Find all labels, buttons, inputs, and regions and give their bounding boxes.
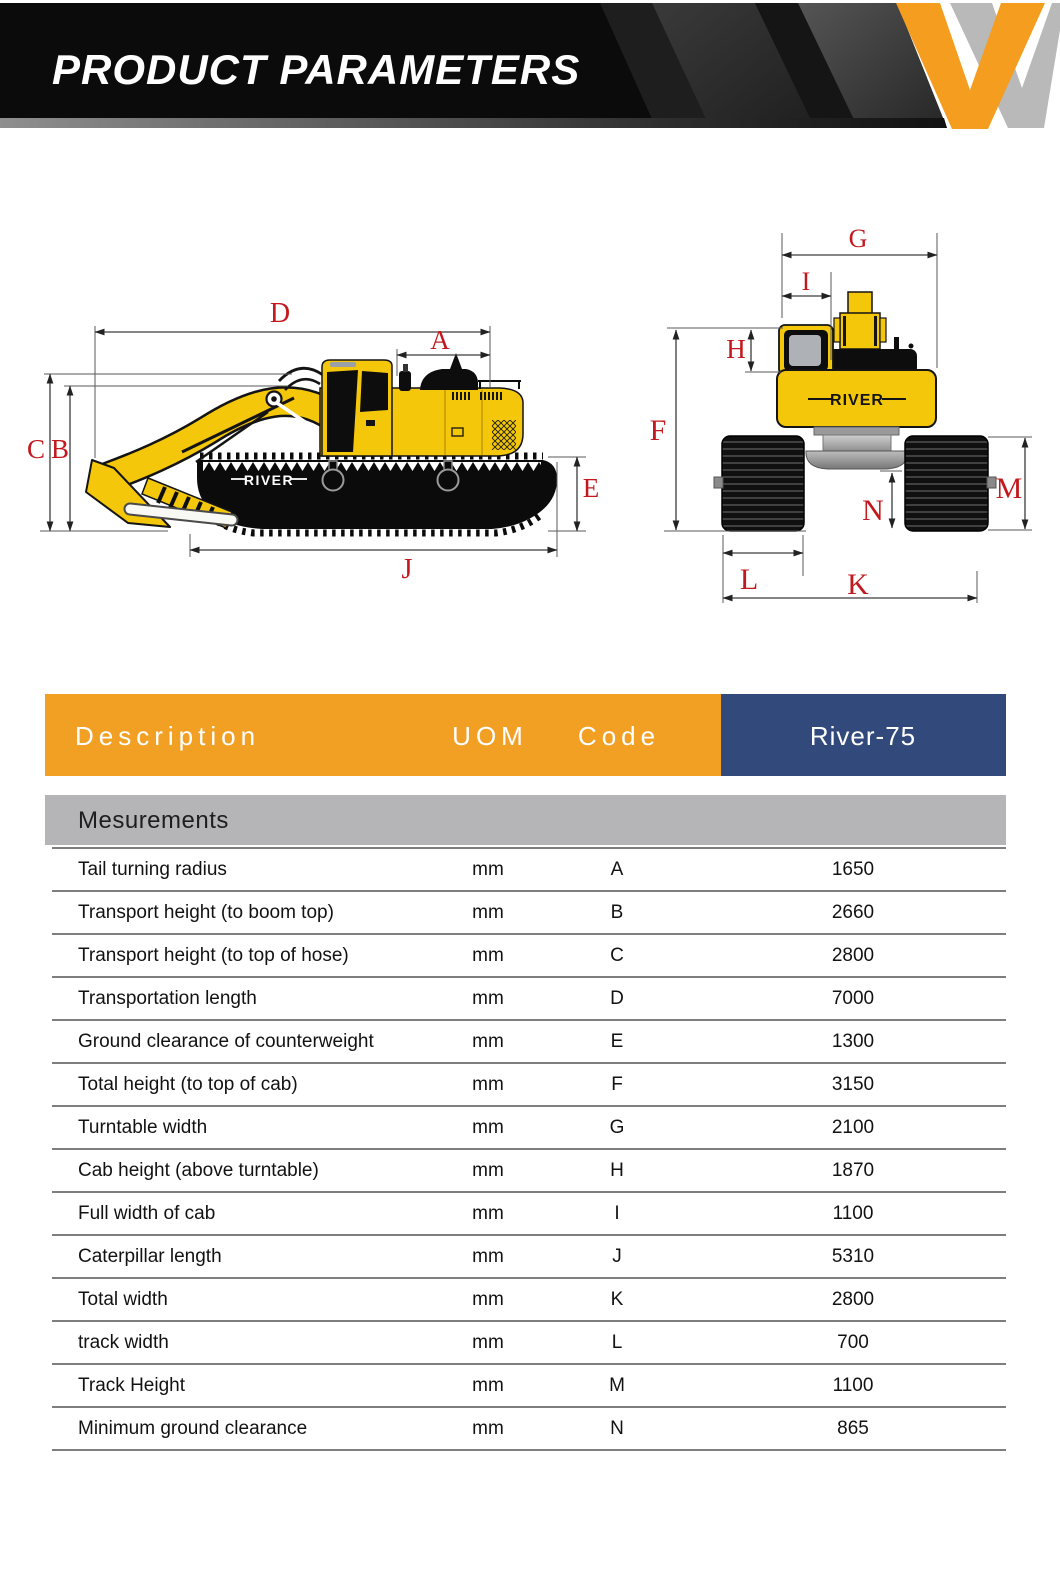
row-description: Transport height (to boom top) [78, 902, 334, 923]
dim-label-b: B [50, 434, 70, 464]
row-code: K [610, 1289, 624, 1310]
row-uom: mm [472, 1074, 504, 1095]
pontoon-sawtooth [203, 461, 541, 472]
row-code: L [611, 1332, 623, 1353]
page-title: PRODUCT PARAMETERS [52, 46, 581, 93]
right-pontoon [905, 436, 988, 531]
dim-label-i: I [801, 267, 811, 296]
door-handle [366, 420, 375, 426]
column-header-description: Description [75, 721, 261, 751]
table-row [52, 1021, 1006, 1064]
dim-label-h: H [726, 334, 746, 364]
axle-stub [714, 477, 723, 488]
excavator-diagrams [0, 150, 1060, 620]
row-value: 700 [837, 1332, 869, 1353]
row-value: 5310 [831, 1246, 875, 1267]
row-code: C [610, 945, 624, 966]
side-logo: RIVER [243, 472, 295, 488]
row-uom: mm [472, 859, 504, 880]
row-value: 865 [837, 1418, 869, 1439]
row-description: Ground clearance of counterweight [78, 1031, 374, 1052]
dim-label-d: D [269, 298, 291, 329]
table-header-model [721, 694, 1006, 776]
engine-cover [420, 369, 478, 390]
row-code: G [609, 1117, 625, 1138]
table-header-left [45, 694, 721, 776]
banner-bottom-strip [0, 118, 947, 128]
counterweight-mesh [492, 420, 516, 450]
boom-pivot-pin [271, 396, 277, 402]
row-uom: mm [472, 1289, 504, 1310]
section-title: Mesurements [78, 807, 229, 834]
axle-stub [987, 477, 996, 488]
row-value: 3150 [831, 1074, 875, 1095]
boom-slot [843, 316, 846, 346]
row-value: 2660 [831, 902, 875, 923]
side-view-diagram [86, 353, 557, 533]
exhaust-pipe [403, 364, 408, 372]
slew-collar [806, 451, 907, 469]
cab-windshield [327, 370, 358, 452]
row-description: Turntable width [78, 1117, 208, 1138]
row-value: 7000 [831, 988, 875, 1009]
dim-label-a: A [430, 325, 450, 355]
row-uom: mm [472, 988, 504, 1009]
dim-label-n: N [862, 494, 884, 527]
dim-label-j: J [401, 554, 413, 585]
table-row [52, 1408, 1006, 1451]
row-description: Caterpillar length [78, 1246, 222, 1267]
row-uom: mm [472, 1117, 504, 1138]
row-value: 1300 [831, 1031, 875, 1052]
row-code: F [611, 1074, 623, 1095]
row-value: 1870 [831, 1160, 875, 1181]
row-description: Minimum ground clearance [78, 1418, 308, 1439]
dim-label-e: E [582, 473, 600, 503]
row-description: Full width of cab [78, 1203, 216, 1224]
row-uom: mm [472, 1246, 504, 1267]
row-code: B [610, 902, 624, 923]
row-uom: mm [472, 945, 504, 966]
exhaust [399, 371, 411, 391]
row-uom: mm [472, 1203, 504, 1224]
row-code: I [614, 1203, 620, 1224]
boom-tab [880, 318, 886, 342]
table-row [52, 849, 1006, 892]
table-row [52, 1193, 1006, 1236]
dim-label-l: L [739, 563, 759, 596]
dim-label-f: F [649, 414, 667, 447]
dim-label-k: K [847, 568, 869, 601]
dim-label-g: G [848, 224, 868, 253]
table-row [52, 1107, 1006, 1150]
row-uom: mm [472, 1332, 504, 1353]
slew-column [823, 435, 891, 452]
section-band [45, 795, 1006, 845]
row-value: 1650 [831, 859, 875, 880]
row-code: A [610, 859, 624, 880]
cab-roof-vent [330, 362, 356, 367]
deck-grille [478, 392, 504, 400]
antenna-dot [909, 344, 914, 349]
row-value: 2100 [831, 1117, 875, 1138]
table-row [52, 978, 1006, 1021]
row-value: 2800 [831, 945, 875, 966]
rear-cab-glass [789, 335, 821, 366]
dim-label-c: C [26, 434, 46, 464]
row-uom: mm [472, 1031, 504, 1052]
mirror [894, 337, 899, 350]
column-header-uom: UOM [452, 721, 528, 751]
row-uom: mm [472, 1418, 504, 1439]
slew-flange [814, 427, 899, 435]
row-code: J [612, 1246, 622, 1267]
boom-tab [834, 318, 840, 342]
column-header-model: River-75 [809, 721, 917, 751]
boom-slot [874, 316, 877, 346]
pontoon-port [438, 470, 459, 491]
cab-side-window [360, 371, 388, 412]
row-value: 1100 [832, 1375, 874, 1396]
table-row [52, 892, 1006, 935]
row-value: 1100 [832, 1203, 874, 1224]
row-description: Cab height (above turntable) [78, 1160, 319, 1181]
table-row [52, 1236, 1006, 1279]
row-value: 2800 [831, 1289, 875, 1310]
row-description: Tail turning radius [78, 859, 227, 880]
deck-grille [450, 392, 472, 400]
table-row [52, 1064, 1006, 1107]
rear-logo: RIVER [830, 392, 884, 409]
column-header-code: Code [577, 721, 661, 751]
row-code: M [609, 1375, 625, 1396]
row-uom: mm [472, 1160, 504, 1181]
dim-label-m: M [995, 472, 1023, 505]
row-description: track width [78, 1332, 169, 1353]
row-uom: mm [472, 902, 504, 923]
measurements-table [52, 847, 1006, 1451]
table-row [52, 935, 1006, 978]
row-uom: mm [472, 1375, 504, 1396]
left-pontoon [722, 436, 804, 531]
table-row [52, 1279, 1006, 1322]
row-code: D [610, 988, 624, 1009]
row-description: Transport height (to top of hose) [78, 945, 349, 966]
table-row [52, 1150, 1006, 1193]
row-description: Track Height [78, 1375, 185, 1396]
table-row [52, 1365, 1006, 1408]
row-code: E [610, 1031, 624, 1052]
row-description: Total width [78, 1289, 168, 1310]
row-description: Total height (to top of cab) [78, 1074, 298, 1095]
pontoon-port [323, 470, 344, 491]
row-description: Transportation length [78, 988, 257, 1009]
row-code: N [610, 1418, 624, 1439]
table-row [52, 1322, 1006, 1365]
row-code: H [610, 1160, 624, 1181]
